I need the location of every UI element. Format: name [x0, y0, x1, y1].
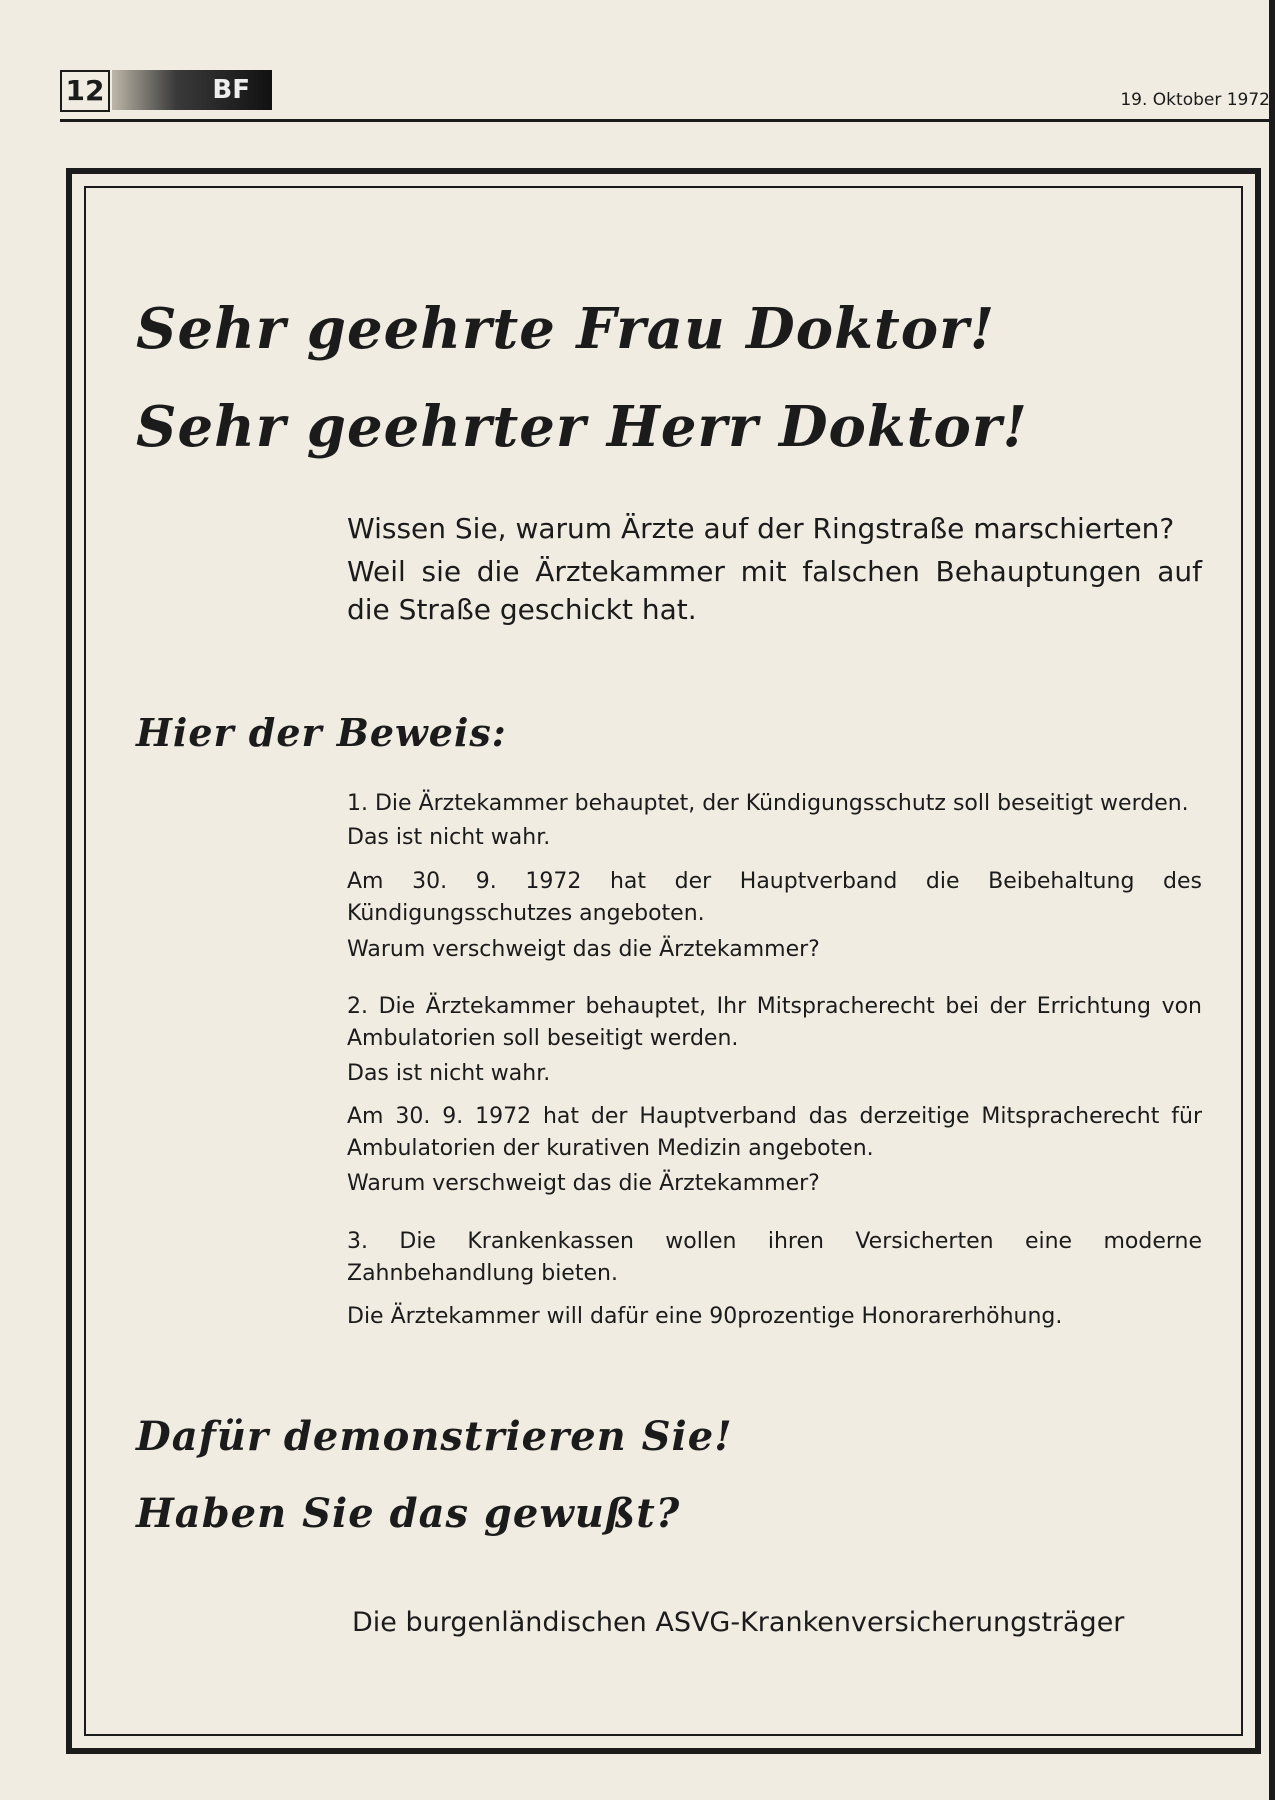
proof-heading: Hier der Beweis: — [136, 710, 507, 755]
salutation-1: Sehr geehrte Frau Doktor! — [136, 296, 996, 362]
point-2-fact: Am 30. 9. 1972 hat der Hauptverband das derzeitige Mitspracherecht für Ambulatorien der kurativen Medizin angeboten. — [347, 1104, 1202, 1161]
point-1-claim: 1. Die Ärztekammer behauptet, der Kündigungsschutz soll beseitigt werden. — [347, 791, 1189, 816]
sender-signature: Die burgenländischen ASVG-Krankenversicherungsträger — [352, 1607, 1125, 1638]
issue-date: 19. Oktober 1972 — [1120, 90, 1270, 110]
page-edge — [1269, 0, 1275, 1800]
masthead — [60, 70, 1270, 118]
closing-line-1: Dafür demonstrieren Sie! — [136, 1413, 733, 1460]
point-2-question: Warum verschweigt das die Ärztekammer? — [347, 1171, 820, 1196]
paper-initials: BF — [112, 70, 272, 110]
intro-answer: Weil sie die Ärztekammer mit falschen Behauptungen auf die Straße geschickt hat. — [347, 555, 1202, 626]
closing-line-2: Haben Sie das gewußt? — [136, 1490, 681, 1537]
point-1-fact: Am 30. 9. 1972 hat der Hauptverband die Beibehaltung des Kündigungsschutzes angeboten. — [347, 869, 1202, 926]
point-3-demand: Die Ärztekammer will dafür eine 90prozentige Honorarerhöhung. — [347, 1304, 1063, 1329]
page-number: 12 — [60, 70, 110, 112]
intro-question: Wissen Sie, warum Ärzte auf der Ringstraße marschierten? — [347, 512, 1175, 545]
salutation-2: Sehr geehrter Herr Doktor! — [136, 394, 1028, 460]
point-3-claim: 3. Die Krankenkassen wollen ihren Versicherten eine moderne Zahnbehandlung bieten. — [347, 1229, 1202, 1286]
header-rule — [60, 119, 1270, 122]
point-1-denial: Das ist nicht wahr. — [347, 825, 551, 850]
point-1-question: Warum verschweigt das die Ärztekammer? — [347, 937, 820, 962]
point-2-claim: 2. Die Ärztekammer behauptet, Ihr Mitspracherecht bei der Errichtung von Ambulatorien soll beseitigt werden. — [347, 994, 1202, 1051]
point-2-denial: Das ist nicht wahr. — [347, 1061, 551, 1086]
